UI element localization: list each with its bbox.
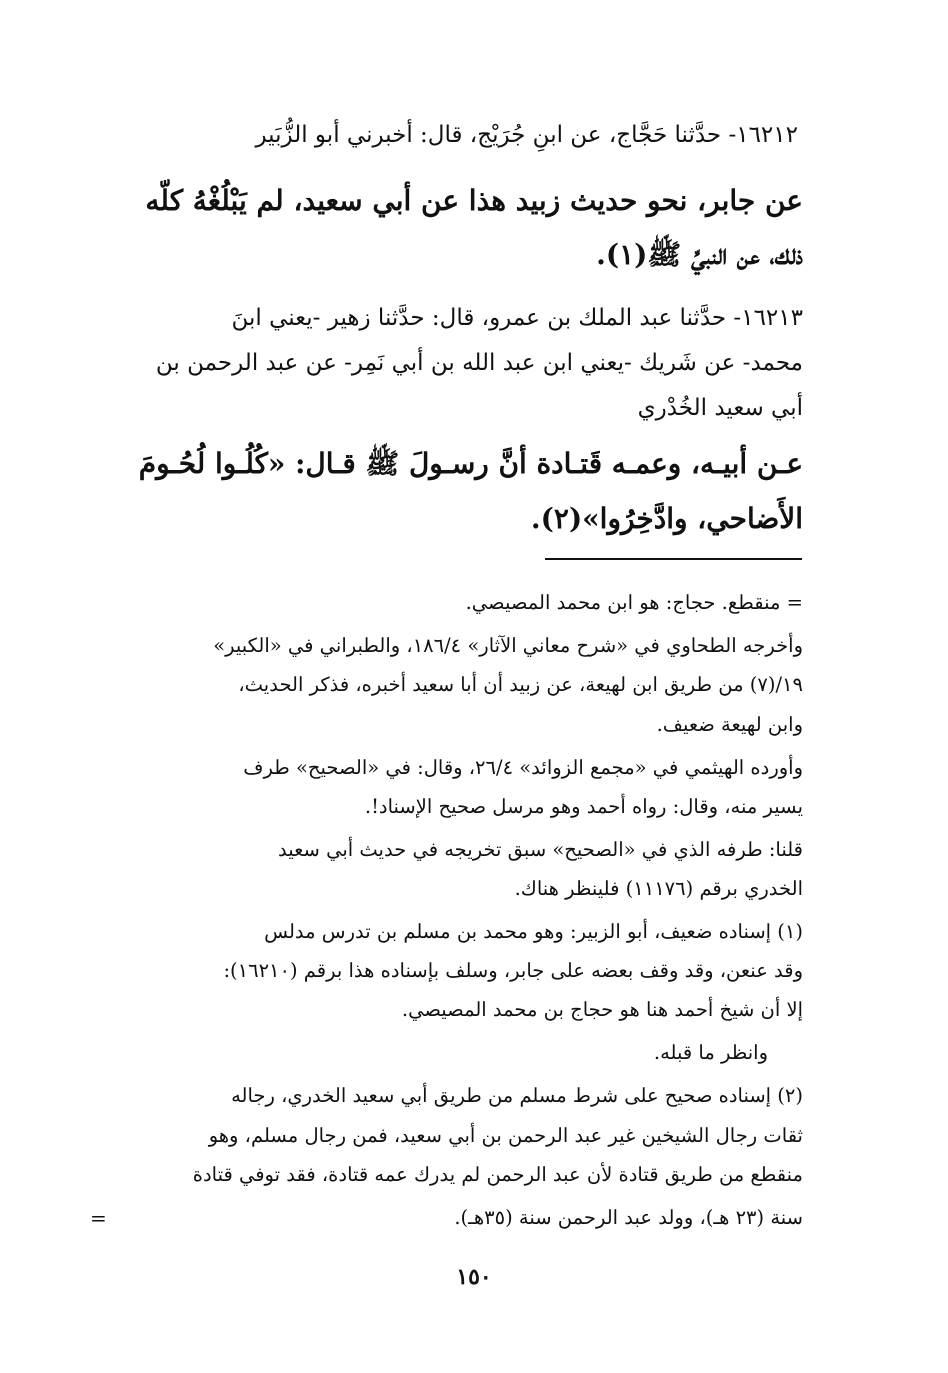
footnote-1: (١) إسناده ضعيف، أبو الزبير: وهو محمد بن مسلم بن تدرس مدلس [264,920,803,943]
footnote-line: قلنا: طرفه الذي في «الصحيح» سبق تخريجه في حديث أبي سعيد [278,838,803,861]
page-number: ١٥٠ [456,1264,492,1290]
hadith-16213-isnad-line-3: أبي سعيد الخُدْري [637,395,803,421]
hadith-16213-matn-line-1: عـن أبيـه، وعمـه قَتـادة أنَّ رسـولَ ﷺ قـال: «كُلُـوا لُحُـومَ [138,447,803,480]
hadith-16212-isnad-line-1: ١٦٢١٢- حدَّثنا حَجَّاج، عن ابنِ جُرَيْج، قال: أخبرني أبو الزُّبَير [255,122,798,148]
footnote-line: وانظر ما قبله. [653,1041,768,1064]
footnote-line: وقد عنعن، وقد وقف بعضه على جابر، وسلف بإسناده هذا برقم (١٦٢١٠): [223,959,803,982]
footnote-line: منقطع من طريق قتادة لأن عبد الرحمن لم يدرك عمه قتادة، فقد توفي قتادة [192,1163,803,1186]
footnote-line: ثقات رجال الشيخين غير عبد الرحمن بن أبي سعيد، فمن رجال مسلم، وهو [208,1124,803,1147]
hadith-16212-matn-line-2: ذلك، عن النبيِّ ﷺ(١). [596,238,803,271]
hadith-16213-matn-line-2: الأَضاحي، وادَّخِرُوا»(٢). [530,502,803,535]
hadith-16212-matn-line-1: عن جابر، نحو حديث زبيد هذا عن أبي سعيد، لم يَبْلُغْهُ كلّه [145,184,803,217]
footnote-line: وأخرجه الطحاوي في «شرح معاني الآثار» ١٨٦/٤، والطبراني في «الكبير» [213,634,803,657]
footnote-2: (٢) إسناده صحيح على شرط مسلم من طريق أبي سعيد الخدري، رجاله [231,1084,803,1107]
footnote-separator [545,558,802,560]
footnote-line: ١٩/(٧) من طريق ابن لهيعة، عن زبيد أن أبا سعيد أخبره، فذكر الحديث، [238,673,803,696]
footnote-line: وأورده الهيثمي في «مجمع الزوائد» ٢٦/٤، وقال: في «الصحيح» طرف [243,756,803,779]
footnote-line: وابن لهيعة ضعيف. [656,713,803,736]
footnote-line: إلا أن شيخ أحمد هنا هو حجاج بن محمد المصيصي. [401,998,803,1021]
footnote-line: الخدري برقم (١١١٧٦) فلينظر هناك. [514,877,803,900]
footnote-line: يسير منه، وقال: رواه أحمد وهو مرسل صحيح الإسناد!. [364,795,803,818]
footnote-line: = منقطع. حجاج: هو ابن محمد المصيصي. [465,591,803,614]
continuation-mark: = [90,1206,107,1230]
hadith-16213-isnad-line-2: محمد- عن شَريك -يعني ابن عبد الله بن أبي نَمِر- عن عبد الرحمن بن [155,350,803,376]
hadith-16213-isnad-line-1: ١٦٢١٣- حدَّثنا عبد الملك بن عمرو، قال: حدَّثنا زهير -يعني ابنَ [231,305,803,331]
footnote-line: سنة (٢٣ هـ)، وولد عبد الرحمن سنة (٣٥هـ). [454,1206,803,1229]
